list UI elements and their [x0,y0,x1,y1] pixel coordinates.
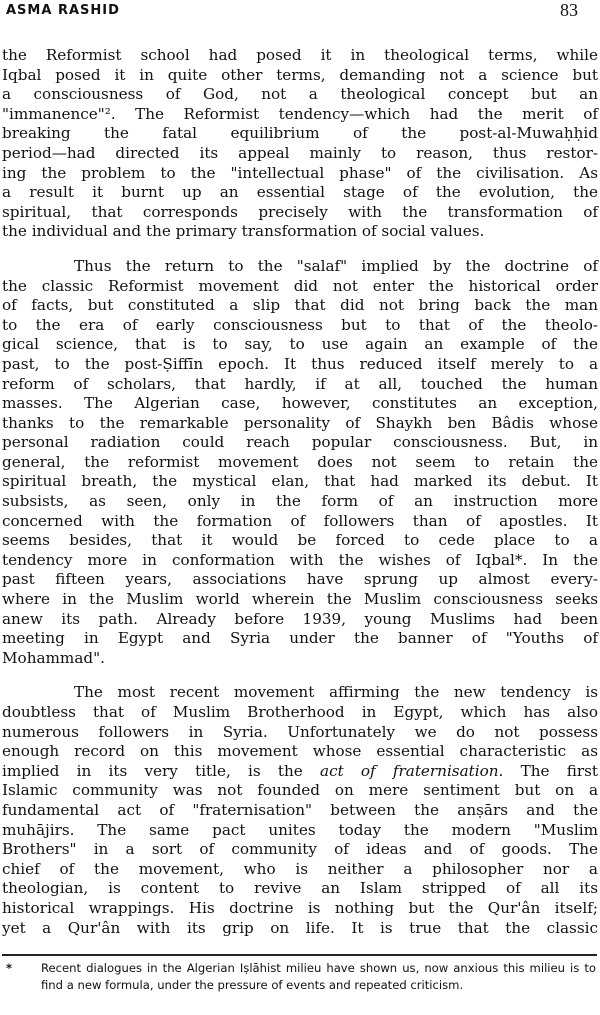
text-line: ing the problem to the "intellectual phase" of the civilisation. As [2,163,598,182]
text-line: the Reformist school had posed it in theological terms, while [2,46,598,64]
text-line: tendency more in conformation with the wishes of Iqbal*. In the [2,550,598,569]
text-line: "immanence"². The Reformist tendency—which had the merit of [2,104,598,123]
text-line: historical wrappings. His doctrine is nothing but the Qur'ân itself; [2,898,598,917]
emphasis-phrase: act of fraternisation. [320,761,504,780]
text-line: chief of the movement, who is neither a philosopher nor a [2,859,598,878]
page-number: 83 [560,0,578,20]
text-line: Islamic community was not founded on mere sentiment but on a [2,781,598,800]
text-line: general, the reformist movement does not seem to retain the [2,452,598,471]
text-line: doubtless that of Muslim Brotherhood in Egypt, which has also [2,703,598,721]
text-line: personal radiation could reach popular consciousness. But, in [2,433,598,452]
text-line: Iqbal posed it in quite other terms, demanding not a science but [2,65,598,84]
text-line: masses. The Algerian case, however, constitutes an exception, [2,394,598,413]
text-fragment: implied in its very title, is the [2,761,321,780]
body-text [2,46,598,938]
text-line: reform of scholars, that hardly, if at all, touched the human [2,374,598,393]
footnote-marker: * [6,961,13,975]
text-line: numerous followers in Syria. Unfortunately we do not possess [2,722,598,741]
text-line: Thus the return to the "salaf" implied by the doctrine of [74,256,598,275]
text-line: concerned with the formation of followers than of apostles. It [2,511,598,530]
text-line: past fifteen years, associations have sprung up almost every- [2,570,598,589]
text-line: spiritual, that corresponds precisely with the transformation of [2,202,598,221]
text-line: past, to the post-Ṣiffīn epoch. It thus reduced itself merely to a [2,354,598,373]
text-line: where in the Muslim world wherein the Muslim consciousness seeks [2,590,598,609]
text-line: fundamental act of "fraternisation" between the anṣārs and the [2,800,598,819]
text-line: enough record on this movement whose essential characteristic as [2,742,598,761]
text-line: a consciousness of God, not a theological concept but an [2,85,598,104]
text-line: meeting in Egypt and Syria under the banner of "Youths of [2,629,598,648]
text-fragment: The first [503,761,599,780]
paragraph-1 [2,46,598,242]
text-line: the individual and the primary transformation of social values. [2,222,485,241]
running-head-author: ASMA RASHID [6,3,120,18]
footnote-text: Recent dialogues in the Algerian Iṣlāhist milieu have shown us, now anxious this milieu is to find a new formula, under the pressure of events and repeated criticism. [41,961,596,992]
text-line: a result it burnt up an essential stage of the evolution, the [2,183,598,202]
text-line: subsists, as seen, only in the form of an instruction more [2,492,598,511]
text-line: anew its path. Already before 1939, young Muslims had been [2,609,598,628]
text-line: the classic Reformist movement did not enter the historical order [2,276,598,295]
text-line: breaking the fatal equilibrium of the post-al-Muwaḥḥid [2,124,598,143]
text-line-emphasis [2,762,598,782]
text-line: theologian, is content to revive an Islam stripped of all its [2,879,598,898]
text-line: seems besides, that it would be forced to cede place to a [2,531,598,550]
paragraph-3 [2,683,598,938]
text-line: to the era of early consciousness but to that of the theolo- [2,315,598,334]
text-line: period—had directed its appeal mainly to reason, thus restor- [2,143,598,162]
paragraph-2 [2,257,598,668]
text-line: of facts, but constituted a slip that did not bring back the man [2,296,598,315]
footnote-rule [2,954,597,956]
text-line: yet a Qur'ân with its grip on life. It is true that the classic [2,918,598,937]
text-line: muhājirs. The same pact unites today the modern "Muslim [2,820,598,839]
text-line: The most recent movement affirming the new tendency is [74,683,598,702]
text-line: Brothers" in a sort of community of ideas and of goods. The [2,840,598,859]
text-line: spiritual breath, the mystical elan, that had marked its debut. It [2,472,598,491]
text-line: gical science, that is to say, to use again an example of the [2,335,598,354]
footnote [6,960,596,993]
text-line: thanks to the remarkable personality of Shaykh ben Bâdis whose [2,413,598,432]
text-line: Mohammad". [2,648,105,667]
